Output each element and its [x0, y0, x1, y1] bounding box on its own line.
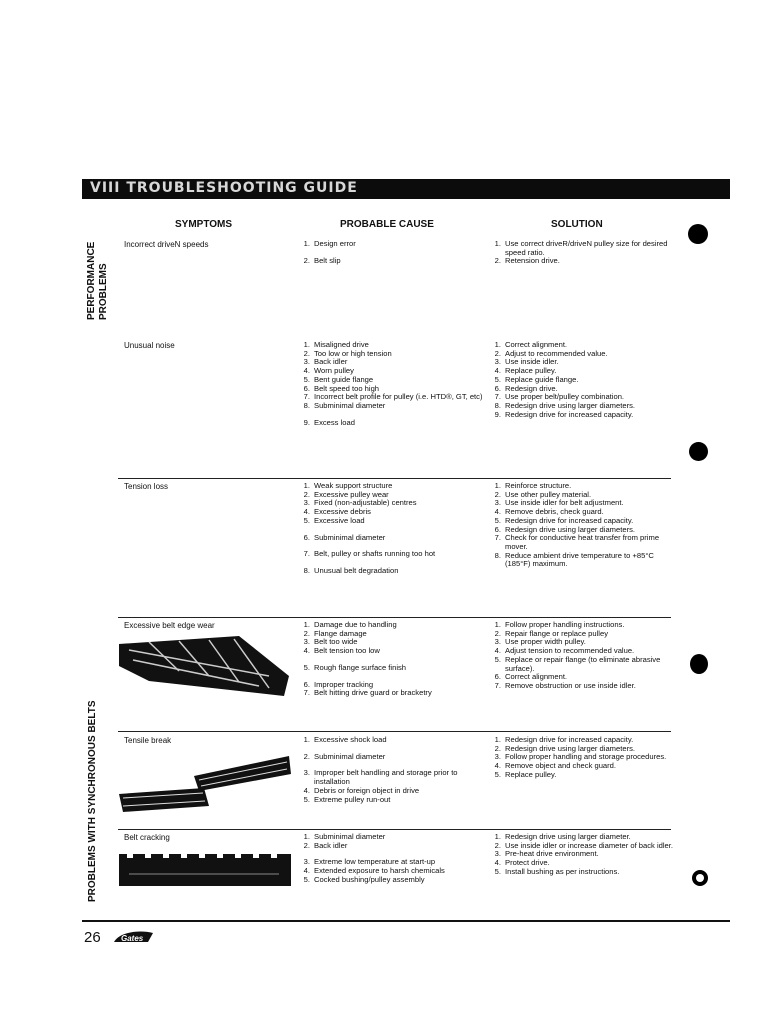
binder-hole-mark — [689, 442, 708, 461]
row-divider — [118, 478, 671, 479]
solution-item — [489, 552, 674, 569]
cause-list — [298, 621, 483, 698]
solution-item-text: Remove obstruction or use inside idler. — [505, 680, 636, 690]
cause-item — [298, 550, 483, 559]
header-probable-cause: PROBABLE CAUSE — [340, 219, 434, 230]
solution-item-number: 2. — [494, 256, 501, 266]
symptom-label: Belt cracking — [124, 833, 170, 842]
solution-item-number: 1. — [494, 620, 501, 629]
cause-item — [298, 753, 483, 762]
solution-list — [489, 240, 674, 266]
solution-list — [489, 833, 674, 877]
row-divider — [118, 617, 671, 618]
solution-item — [489, 257, 674, 266]
cause-item-text: Weak support structure — [314, 481, 393, 490]
solution-item-text: Use other pulley material. — [505, 489, 592, 499]
binder-hole-mark — [690, 654, 708, 674]
cause-item-text: Subminimal diameter — [314, 400, 386, 410]
cause-item-text: Belt, pulley or shafts running too hot — [314, 549, 436, 559]
solution-item-text: Remove object and check guard. — [505, 761, 617, 771]
cause-item-number: 3. — [303, 857, 310, 867]
row-divider — [118, 829, 671, 830]
solution-item-text: Redesign drive using larger diameters. — [505, 743, 636, 753]
cause-item-number: 1. — [303, 620, 310, 629]
cause-item-number: 3. — [303, 357, 310, 367]
tensile-break-photo — [119, 756, 294, 818]
cause-item-text: Excessive load — [314, 515, 365, 525]
cause-item-text: Improper tracking — [314, 679, 374, 689]
cause-item-number: 7. — [303, 549, 310, 559]
cause-item — [298, 736, 483, 745]
belt-cracking-photo — [119, 848, 291, 890]
cause-item-text: Worn pulley — [314, 366, 354, 376]
solution-item — [489, 682, 674, 691]
solution-item-number: 7. — [494, 533, 501, 543]
solution-item-text: Redesign drive for increased capacity. — [505, 515, 634, 525]
binder-hole-mark — [691, 868, 709, 888]
solution-item-text: Correct alignment. — [505, 672, 568, 682]
cause-item-text: Excessive shock load — [314, 735, 387, 744]
cause-item-number: 5. — [303, 662, 310, 672]
solution-item-text: Adjust to recommended value. — [505, 348, 608, 358]
solution-item-number: 3. — [494, 637, 501, 647]
solution-item-text: Pre-heat drive environment. — [505, 849, 599, 859]
cause-item-text: Belt too wide — [314, 637, 358, 647]
cause-item-text: Belt speed too high — [314, 383, 380, 393]
cause-item-number: 2. — [303, 840, 310, 850]
cause-item-text: Subminimal diameter — [314, 751, 386, 761]
solution-item-number: 7. — [494, 392, 501, 402]
solution-item-text: Use inside idler. — [505, 357, 559, 367]
cause-item — [298, 796, 483, 805]
solution-item-number: 1. — [494, 832, 501, 841]
cause-list — [298, 736, 483, 804]
solution-item-text: Use inside idler or increase diameter of back idler. — [505, 840, 673, 850]
solution-item — [489, 534, 674, 551]
solution-item-text: Reduce ambient drive temperature to +85°C (185°F) maximum. — [505, 550, 654, 569]
cause-item-number: 2. — [303, 751, 310, 761]
solution-item-text: Repair flange or replace pulley — [505, 628, 608, 638]
solution-item-text: Reinforce structure. — [505, 481, 572, 490]
belt-edge-wear-photo — [119, 636, 289, 696]
solution-item — [489, 868, 674, 877]
cause-item-number: 8. — [303, 400, 310, 410]
cause-item-text: Subminimal diameter — [314, 832, 386, 841]
cause-item-number: 3. — [303, 768, 310, 778]
cause-item-text: Bent guide flange — [314, 374, 374, 384]
solution-item — [489, 771, 674, 780]
solution-item-number: 7. — [494, 680, 501, 690]
solution-item-text: Replace pulley. — [505, 769, 557, 779]
banner-title: VIII TROUBLESHOOTING GUIDE — [90, 180, 358, 196]
cause-item-number: 5. — [303, 874, 310, 884]
cause-item-number: 5. — [303, 374, 310, 384]
solution-item-number: 5. — [494, 769, 501, 779]
row-divider — [118, 731, 671, 732]
cause-item-number: 1. — [303, 832, 310, 841]
cause-list — [298, 833, 483, 885]
solution-item-text: Redesign drive using larger diameter. — [505, 832, 631, 841]
solution-item-text: Replace guide flange. — [505, 374, 579, 384]
symptom-label: Tensile break — [124, 736, 172, 745]
cause-item — [298, 664, 483, 673]
cause-item-number: 2. — [303, 489, 310, 499]
solution-item-text: Redesign drive using larger diameters. — [505, 400, 636, 410]
symptom-label: Incorrect driveN speeds — [124, 240, 209, 249]
solution-item-number: 1. — [494, 481, 501, 490]
svg-text:Gates: Gates — [121, 934, 144, 943]
cause-item-number: 3. — [303, 498, 310, 508]
cause-item-number: 7. — [303, 688, 310, 698]
solution-item-number: 3. — [494, 752, 501, 762]
solution-item-number: 6. — [494, 524, 501, 534]
symptom-label: Excessive belt edge wear — [124, 621, 215, 630]
side-label-performance-line1: PERFORMANCE — [86, 241, 97, 320]
solution-item-text: Follow proper handling instructions. — [505, 620, 625, 629]
solution-item-text: Replace or repair flange (to eliminate abrasive surface). — [505, 654, 661, 673]
solution-item-number: 2. — [494, 743, 501, 753]
cause-item-text: Excessive debris — [314, 507, 371, 517]
cause-item — [298, 240, 483, 249]
cause-item-number: 6. — [303, 532, 310, 542]
solution-item-number: 9. — [494, 409, 501, 419]
solution-item-number: 1. — [494, 340, 501, 349]
solution-item-number: 2. — [494, 489, 501, 499]
cause-item-text: Misaligned drive — [314, 340, 369, 349]
cause-item — [298, 876, 483, 885]
cause-item-text: Excess load — [314, 417, 355, 427]
cause-item — [298, 534, 483, 543]
cause-item-number: 7. — [303, 392, 310, 402]
cause-item-text: Fixed (non-adjustable) centres — [314, 498, 417, 508]
solution-item — [489, 240, 674, 257]
solution-list — [489, 341, 674, 419]
cause-item-number: 2. — [303, 628, 310, 638]
solution-item — [489, 656, 674, 673]
solution-item-text: Use inside idler for belt adjustment. — [505, 498, 624, 508]
cause-item-text: Rough flange surface finish — [314, 662, 407, 672]
cause-item-text: Subminimal diameter — [314, 532, 386, 542]
cause-item-text: Extreme pulley run-out — [314, 794, 391, 804]
side-label-synchronous-belts: PROBLEMS WITH SYNCHRONOUS BELTS — [87, 700, 98, 902]
cause-item — [298, 769, 483, 786]
page-number: 26 — [84, 929, 101, 946]
solution-item-number: 4. — [494, 507, 501, 517]
solution-item-text: Follow proper handling and storage procedures. — [505, 752, 667, 762]
cause-item-text: Incorrect belt profile for pulley (i.e. HTD®, GT, etc) — [314, 392, 483, 402]
cause-list — [298, 482, 483, 576]
cause-item-text: Improper belt handling and storage prior to installation — [314, 768, 458, 787]
cause-item-number: 4. — [303, 366, 310, 376]
cause-item-number: 1. — [303, 735, 310, 744]
solution-item-text: Remove debris, check guard. — [505, 507, 604, 517]
solution-item-text: Install bushing as per instructions. — [505, 866, 620, 876]
solution-item-text: Redesign drive. — [505, 383, 558, 393]
solution-item-number: 8. — [494, 550, 501, 560]
cause-item — [298, 517, 483, 526]
solution-item-text: Use proper width pulley. — [505, 637, 586, 647]
solution-item-text: Correct alignment. — [505, 340, 568, 349]
cause-item — [298, 257, 483, 266]
solution-item-number: 6. — [494, 383, 501, 393]
solution-list — [489, 621, 674, 691]
solution-item-text: Use proper belt/pulley combination. — [505, 392, 625, 402]
solution-item-text: Redesign drive for increased capacity. — [505, 409, 634, 419]
binder-hole-mark — [688, 224, 708, 244]
cause-item-text: Debris or foreign object in drive — [314, 785, 420, 795]
solution-item-number: 2. — [494, 840, 501, 850]
solution-item-text: Check for conductive heat transfer from prime mover. — [505, 533, 660, 551]
solution-item-number: 3. — [494, 357, 501, 367]
cause-item-number: 1. — [303, 340, 310, 349]
cause-item-text: Belt hitting drive guard or bracketry — [314, 688, 432, 698]
cause-item-number: 5. — [303, 515, 310, 525]
solution-item-number: 5. — [494, 515, 501, 525]
cause-list — [298, 341, 483, 427]
solution-item-number: 8. — [494, 400, 501, 410]
solution-item-text: Redesign drive using larger diameters. — [505, 524, 636, 534]
section-banner — [82, 179, 730, 199]
cause-item — [298, 567, 483, 576]
cause-item-text: Extreme low temperature at start-up — [314, 857, 436, 867]
cause-item-number: 4. — [303, 507, 310, 517]
header-solution: SOLUTION — [551, 219, 603, 230]
solution-item-number: 3. — [494, 849, 501, 859]
cause-item-text: Design error — [314, 239, 356, 248]
cause-item-number: 4. — [303, 785, 310, 795]
solution-item-number: 5. — [494, 374, 501, 384]
solution-item-text: Protect drive. — [505, 858, 550, 868]
cause-item-text: Extended exposure to harsh chemicals — [314, 866, 445, 876]
side-label-performance — [86, 242, 110, 320]
cause-item-text: Flange damage — [314, 628, 367, 638]
cause-item-number: 5. — [303, 794, 310, 804]
cause-item-number: 3. — [303, 637, 310, 647]
solution-list — [489, 736, 674, 780]
solution-item-number: 4. — [494, 761, 501, 771]
side-label-performance-line2: PROBLEMS — [98, 263, 109, 320]
cause-item-text: Belt slip — [314, 255, 341, 265]
cause-item-text: Back idler — [314, 357, 348, 367]
solution-item-number: 1. — [494, 735, 501, 744]
footer-rule — [82, 920, 730, 922]
cause-item-text: Excessive pulley wear — [314, 489, 389, 499]
symptom-label: Unusual noise — [124, 341, 175, 350]
cause-item-text: Unusual belt degradation — [314, 565, 399, 575]
solution-item-text: Replace pulley. — [505, 366, 557, 376]
solution-item — [489, 411, 674, 420]
cause-item-text: Belt tension too low — [314, 646, 380, 656]
symptom-label: Tension loss — [124, 482, 169, 491]
solution-item-number: 4. — [494, 366, 501, 376]
solution-item-number: 5. — [494, 654, 501, 664]
cause-item-text: Too low or high tension — [314, 348, 392, 358]
cause-item — [298, 402, 483, 411]
cause-item — [298, 689, 483, 698]
solution-item-number: 1. — [494, 239, 501, 248]
cause-item-number: 1. — [303, 239, 310, 248]
solution-item-number: 4. — [494, 858, 501, 868]
cause-item-number: 2. — [303, 255, 310, 265]
solution-item-text: Adjust tension to recommended value. — [505, 646, 635, 656]
cause-list — [298, 240, 483, 265]
cause-item-number: 4. — [303, 866, 310, 876]
gates-logo — [112, 930, 154, 944]
header-symptoms: SYMPTOMS — [175, 219, 233, 230]
solution-item-text: Redesign drive for increased capacity. — [505, 735, 634, 744]
cause-item — [298, 647, 483, 656]
solution-item-number: 5. — [494, 866, 501, 876]
solution-item-number: 2. — [494, 628, 501, 638]
solution-item-number: 4. — [494, 646, 501, 656]
cause-item-number: 6. — [303, 383, 310, 393]
cause-item-text: Damage due to handling — [314, 620, 397, 629]
solution-item-number: 2. — [494, 348, 501, 358]
cause-item — [298, 842, 483, 851]
solution-list — [489, 482, 674, 569]
solution-item-number: 6. — [494, 672, 501, 682]
cause-item — [298, 419, 483, 428]
cause-item-number: 1. — [303, 481, 310, 490]
cause-item-number: 2. — [303, 348, 310, 358]
cause-item-text: Back idler — [314, 840, 348, 850]
solution-item-number: 3. — [494, 498, 501, 508]
cause-item-number: 4. — [303, 646, 310, 656]
solution-item-text: Retension drive. — [505, 256, 560, 266]
cause-item-number: 9. — [303, 417, 310, 427]
cause-item-number: 6. — [303, 679, 310, 689]
cause-item-text: Cocked bushing/pulley assembly — [314, 874, 425, 884]
solution-item-text: Use correct driveR/driveN pulley size for desired speed ratio. — [505, 239, 668, 257]
cause-item-number: 8. — [303, 565, 310, 575]
